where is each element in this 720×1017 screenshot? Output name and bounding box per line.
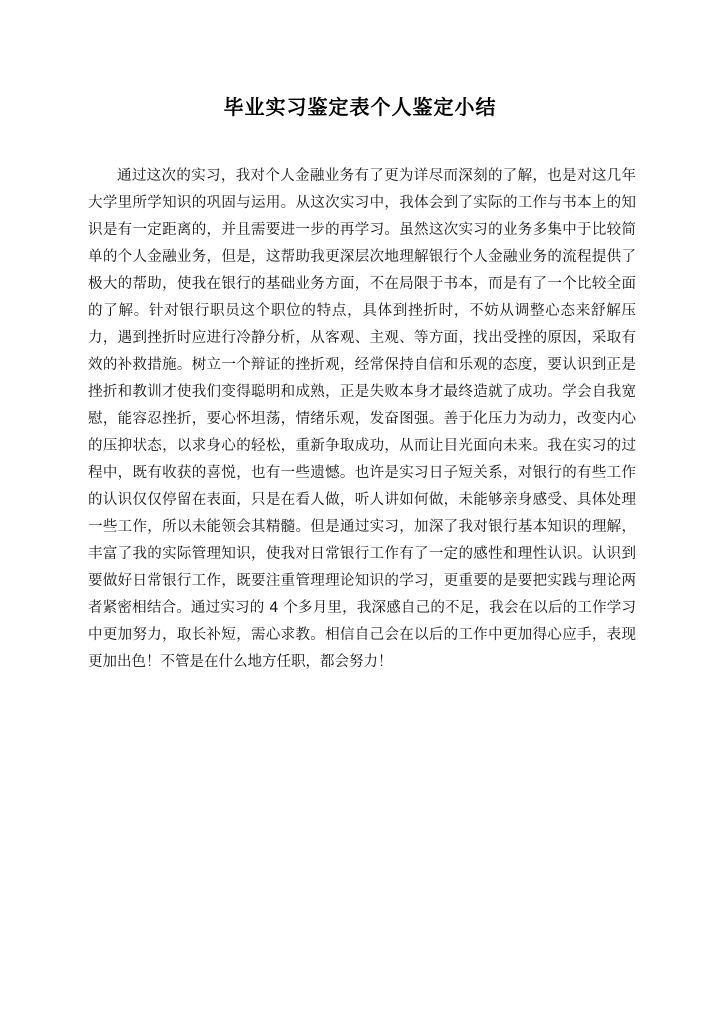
document-title: 毕业实习鉴定表个人鉴定小结	[223, 95, 497, 119]
document-body-paragraph: 通过这次的实习，我对个人金融业务有了更为详尽而深刻的了解，也是对这几年大学里所学知识的巩固与运用。从这次实习中，我体会到了实际的工作与书本上的知识是有一定距离的，并且需要进一步的再学习。虽然这次实习的业务多集中于比较简单的个人金融业务，但是，这帮助我更深层次地理解银行个人金融业务的流程提供了极大的帮助，使我在银行的基础业务方面，不在局限于书本，而是有了一个比较全面的了解。针对银行职员这个职位的特点，具体到挫折时，不妨从调整心态来舒解压力，遇到挫折时应进行冷静分析，从客观、主观、等方面，找出受挫的原因，采取有效的补救措施。树立一个辩证的挫折观，经常保持自信和乐观的态度，要认识到正是挫折和教训才使我们变得聪明和成熟，正是失败本身才最终造就了成功。学会自我宽慰，能容忍挫折，要心怀坦荡，情绪乐观，发奋图强。善于化压力为动力，改变内心的压抑状态，以求身心的轻松，重新争取成功，从而让目光面向未来。我在实习的过程中，既有收获的喜悦，也有一些遗憾。也许是实习日子短关系，对银行的有些工作的认识仅仅停留在表面，只是在看人做，听人讲如何做，未能够亲身感受、具体处理一些工作，所以未能领会其精髓。但是通过实习，加深了我对银行基本知识的理解，丰富了我的实际管理知识，使我对日常银行工作有了一定的感性和理性认识。认识到要做好日常银行工作，既要注重管理理论知识的学习，更重要的是要把实践与理论两者紧密相结合。通过实习的 4 个多月里，我深感自己的不足，我会在以后的工作学习中更加努力，取长补短，需心求教。相信自己会在以后的工作中更加得心应手，表现更加出色！不管是在什么地方任职，都会努力！	[88, 168, 636, 670]
